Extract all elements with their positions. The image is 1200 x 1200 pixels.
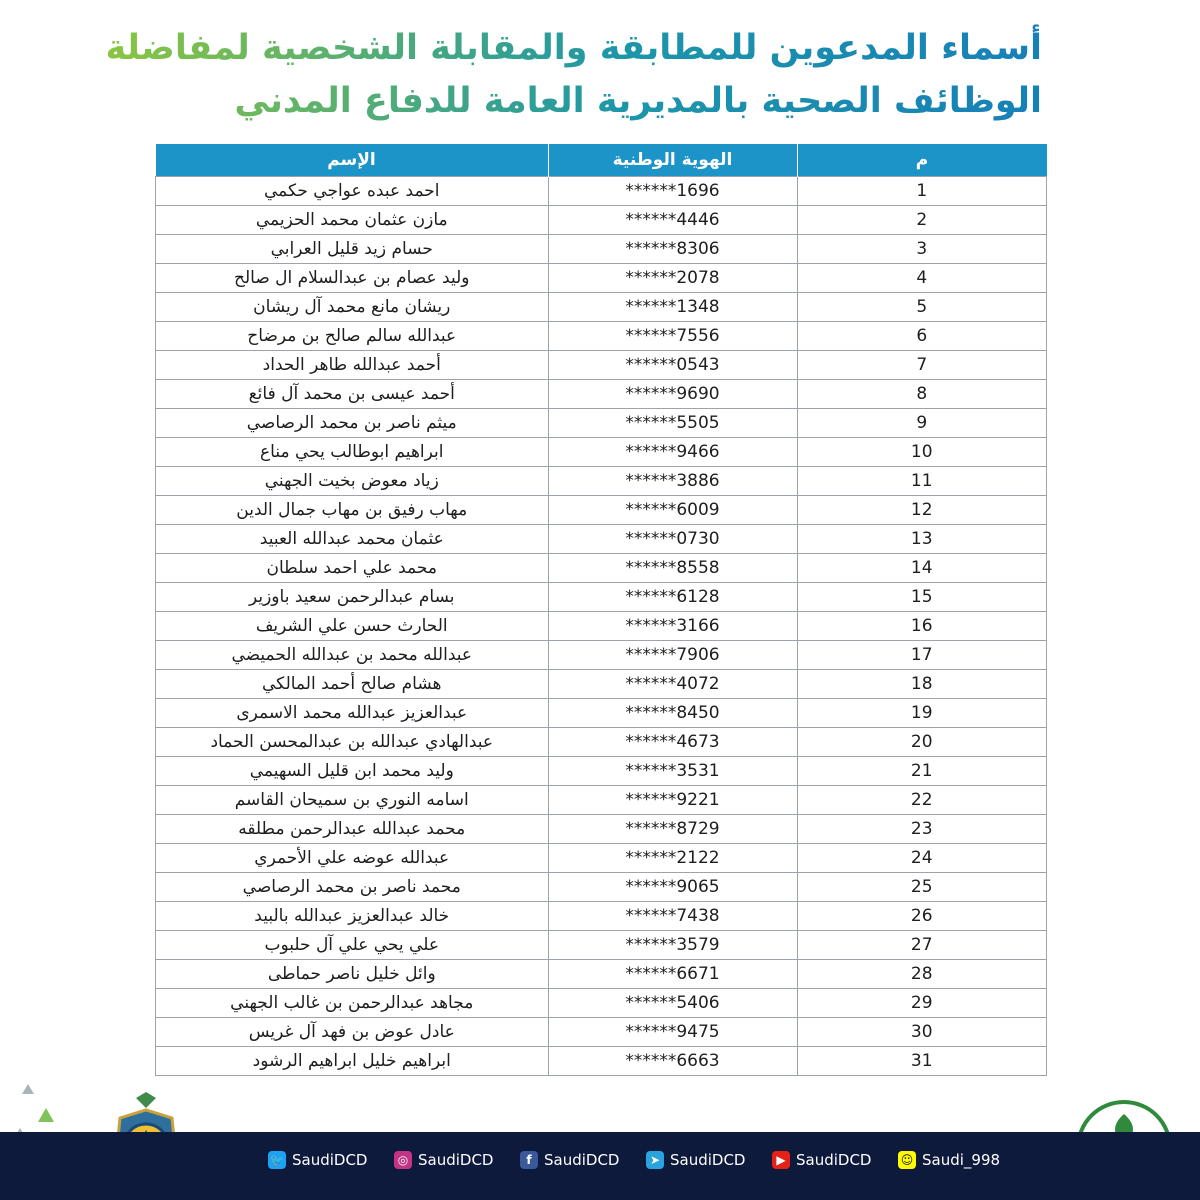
cell-national-id: ******7556 <box>548 322 797 351</box>
social-link-twitter[interactable] <box>268 1151 394 1169</box>
table-row <box>156 728 1047 757</box>
cell-number: 16 <box>797 612 1047 641</box>
cell-number: 12 <box>797 496 1047 525</box>
cell-name: مهاب رفيق بن مهاب جمال الدين <box>156 496 549 525</box>
cell-national-id: ******9690 <box>548 380 797 409</box>
cell-number: 11 <box>797 467 1047 496</box>
cell-national-id: ******1348 <box>548 293 797 322</box>
cell-national-id: ******8306 <box>548 235 797 264</box>
cell-number: 21 <box>797 757 1047 786</box>
table-row <box>156 960 1047 989</box>
cell-name: مازن عثمان محمد الحزيمي <box>156 206 549 235</box>
table-row <box>156 786 1047 815</box>
social-handle: SaudiDCD <box>292 1151 368 1169</box>
cell-name: ريشان مانع محمد آل ريشان <box>156 293 549 322</box>
cell-national-id: ******8450 <box>548 699 797 728</box>
cell-number: 3 <box>797 235 1047 264</box>
table-row <box>156 757 1047 786</box>
table-row <box>156 293 1047 322</box>
cell-number: 10 <box>797 438 1047 467</box>
cell-national-id: ******3166 <box>548 612 797 641</box>
cell-name: أحمد عبدالله طاهر الحداد <box>156 351 549 380</box>
header-number: م <box>797 144 1047 177</box>
cell-name: زياد معوض بخيت الجهني <box>156 467 549 496</box>
twitter-icon: 🐦 <box>269 1153 285 1167</box>
cell-number: 22 <box>797 786 1047 815</box>
table-row <box>156 235 1047 264</box>
cell-name: وليد محمد ابن قليل السهيمي <box>156 757 549 786</box>
cell-number: 26 <box>797 902 1047 931</box>
instagram-icon: ◎ <box>394 1151 412 1169</box>
cell-name: عبدالله عوضه علي الأحمري <box>156 844 549 873</box>
cell-number: 27 <box>797 931 1047 960</box>
cell-name: عادل عوض بن فهد آل غريس <box>156 1018 549 1047</box>
table-row <box>156 815 1047 844</box>
cell-national-id: ******3531 <box>548 757 797 786</box>
cell-number: 14 <box>797 554 1047 583</box>
cell-name: عثمان محمد عبدالله العبيد <box>156 525 549 554</box>
cell-number: 2 <box>797 206 1047 235</box>
cell-national-id: ******9221 <box>548 786 797 815</box>
cell-number: 7 <box>797 351 1047 380</box>
cell-national-id: ******0543 <box>548 351 797 380</box>
social-link-telegram[interactable] <box>646 1151 772 1169</box>
header-name: الإسم <box>156 144 549 177</box>
facebook-icon: f <box>520 1151 538 1169</box>
table-row <box>156 322 1047 351</box>
cell-number: 18 <box>797 670 1047 699</box>
cell-national-id: ******8729 <box>548 815 797 844</box>
cell-national-id: ******1696 <box>548 177 797 206</box>
cell-national-id: ******2078 <box>548 264 797 293</box>
cell-name: ميثم ناصر بن محمد الرصاصي <box>156 409 549 438</box>
social-handle: SaudiDCD <box>544 1151 620 1169</box>
cell-name: بسام عبدالرحمن سعيد باوزير <box>156 583 549 612</box>
cell-national-id: ******8558 <box>548 554 797 583</box>
cell-name: أحمد عيسى بن محمد آل فائع <box>156 380 549 409</box>
cell-name: علي يحي علي آل حلبوب <box>156 931 549 960</box>
cell-national-id: ******4446 <box>548 206 797 235</box>
cell-national-id: ******7438 <box>548 902 797 931</box>
cell-name: محمد عبدالله عبدالرحمن مطلقه <box>156 815 549 844</box>
social-links <box>268 1147 1024 1173</box>
table-row <box>156 380 1047 409</box>
cell-number: 23 <box>797 815 1047 844</box>
title-line-2: الوظائف الصحية بالمديرية العامة للدفاع المدني <box>234 81 1042 121</box>
cell-number: 28 <box>797 960 1047 989</box>
cell-name: عبدالله محمد بن عبدالله الحميضي <box>156 641 549 670</box>
cell-national-id: ******6663 <box>548 1047 797 1076</box>
cell-name: ابراهيم ابوطالب يحي مناع <box>156 438 549 467</box>
cell-name: ابراهيم خليل ابراهيم الرشود <box>156 1047 549 1076</box>
invitees-table <box>155 144 1047 1076</box>
cell-number: 17 <box>797 641 1047 670</box>
social-handle: SaudiDCD <box>670 1151 746 1169</box>
cell-national-id: ******6671 <box>548 960 797 989</box>
cell-national-id: ******6009 <box>548 496 797 525</box>
table-row <box>156 612 1047 641</box>
cell-national-id: ******0730 <box>548 525 797 554</box>
header-national-id: الهوية الوطنية <box>548 144 797 177</box>
cell-number: 15 <box>797 583 1047 612</box>
cell-national-id: ******9475 <box>548 1018 797 1047</box>
cell-name: عبدالله سالم صالح بن مرضاح <box>156 322 549 351</box>
cell-name: محمد علي احمد سلطان <box>156 554 549 583</box>
youtube-icon: ▶ <box>772 1151 790 1169</box>
cell-national-id: ******7906 <box>548 641 797 670</box>
social-handle: SaudiDCD <box>418 1151 494 1169</box>
cell-national-id: ******9466 <box>548 438 797 467</box>
social-handle: SaudiDCD <box>796 1151 872 1169</box>
table-row <box>156 554 1047 583</box>
table-row <box>156 1018 1047 1047</box>
table-row <box>156 525 1047 554</box>
table-row <box>156 902 1047 931</box>
cell-number: 6 <box>797 322 1047 351</box>
table-row <box>156 583 1047 612</box>
cell-national-id: ******5505 <box>548 409 797 438</box>
cell-number: 8 <box>797 380 1047 409</box>
cell-name: احمد عبده عواجي حكمي <box>156 177 549 206</box>
table-header-row <box>156 144 1047 177</box>
social-link-snapchat[interactable] <box>898 1151 1024 1169</box>
cell-national-id: ******3579 <box>548 931 797 960</box>
cell-number: 25 <box>797 873 1047 902</box>
page-title <box>100 22 1042 128</box>
cell-national-id: ******2122 <box>548 844 797 873</box>
table-row <box>156 844 1047 873</box>
cell-number: 24 <box>797 844 1047 873</box>
title-line-1: أسماء المدعوين للمطابقة والمقابلة الشخصية لمفاضلة <box>105 28 1042 68</box>
social-handle: Saudi_998 <box>922 1151 1001 1169</box>
table-row <box>156 699 1047 728</box>
table-row <box>156 670 1047 699</box>
cell-number: 30 <box>797 1018 1047 1047</box>
cell-national-id: ******9065 <box>548 873 797 902</box>
table-row <box>156 351 1047 380</box>
snapchat-icon: ☺ <box>898 1151 916 1169</box>
cell-name: محمد ناصر بن محمد الرصاصي <box>156 873 549 902</box>
cell-national-id: ******3886 <box>548 467 797 496</box>
table-row <box>156 641 1047 670</box>
cell-number: 1 <box>797 177 1047 206</box>
cell-number: 29 <box>797 989 1047 1018</box>
table-row <box>156 931 1047 960</box>
table-row <box>156 409 1047 438</box>
cell-name: عبدالعزيز عبدالله محمد الاسمرى <box>156 699 549 728</box>
table-row <box>156 1047 1047 1076</box>
cell-name: عبدالهادي عبدالله بن عبدالمحسن الحماد <box>156 728 549 757</box>
social-link-facebook[interactable] <box>520 1151 646 1169</box>
table-row <box>156 873 1047 902</box>
cell-name: وليد عصام بن عبدالسلام ال صالح <box>156 264 549 293</box>
cell-national-id: ******4072 <box>548 670 797 699</box>
cell-number: 4 <box>797 264 1047 293</box>
cell-number: 20 <box>797 728 1047 757</box>
cell-name: اسامه النوري بن سميحان القاسم <box>156 786 549 815</box>
cell-name: مجاهد عبدالرحمن بن غالب الجهني <box>156 989 549 1018</box>
table-row <box>156 438 1047 467</box>
cell-number: 19 <box>797 699 1047 728</box>
cell-number: 9 <box>797 409 1047 438</box>
cell-number: 13 <box>797 525 1047 554</box>
table-row <box>156 467 1047 496</box>
telegram-icon: ➤ <box>646 1151 664 1169</box>
table-row <box>156 496 1047 525</box>
cell-national-id: ******5406 <box>548 989 797 1018</box>
table-row <box>156 206 1047 235</box>
cell-name: حسام زيد قليل العرابي <box>156 235 549 264</box>
cell-national-id: ******6128 <box>548 583 797 612</box>
cell-name: وائل خليل ناصر حماطى <box>156 960 549 989</box>
table-row <box>156 177 1047 206</box>
cell-number: 5 <box>797 293 1047 322</box>
table-row <box>156 264 1047 293</box>
cell-name: الحارث حسن علي الشريف <box>156 612 549 641</box>
social-link-youtube[interactable] <box>772 1151 898 1169</box>
table-row <box>156 989 1047 1018</box>
cell-number: 31 <box>797 1047 1047 1076</box>
table-body <box>156 177 1047 1076</box>
social-link-instagram[interactable] <box>394 1151 520 1169</box>
cell-national-id: ******4673 <box>548 728 797 757</box>
cell-name: هشام صالح أحمد المالكي <box>156 670 549 699</box>
cell-name: خالد عبدالعزيز عبدالله بالبيد <box>156 902 549 931</box>
